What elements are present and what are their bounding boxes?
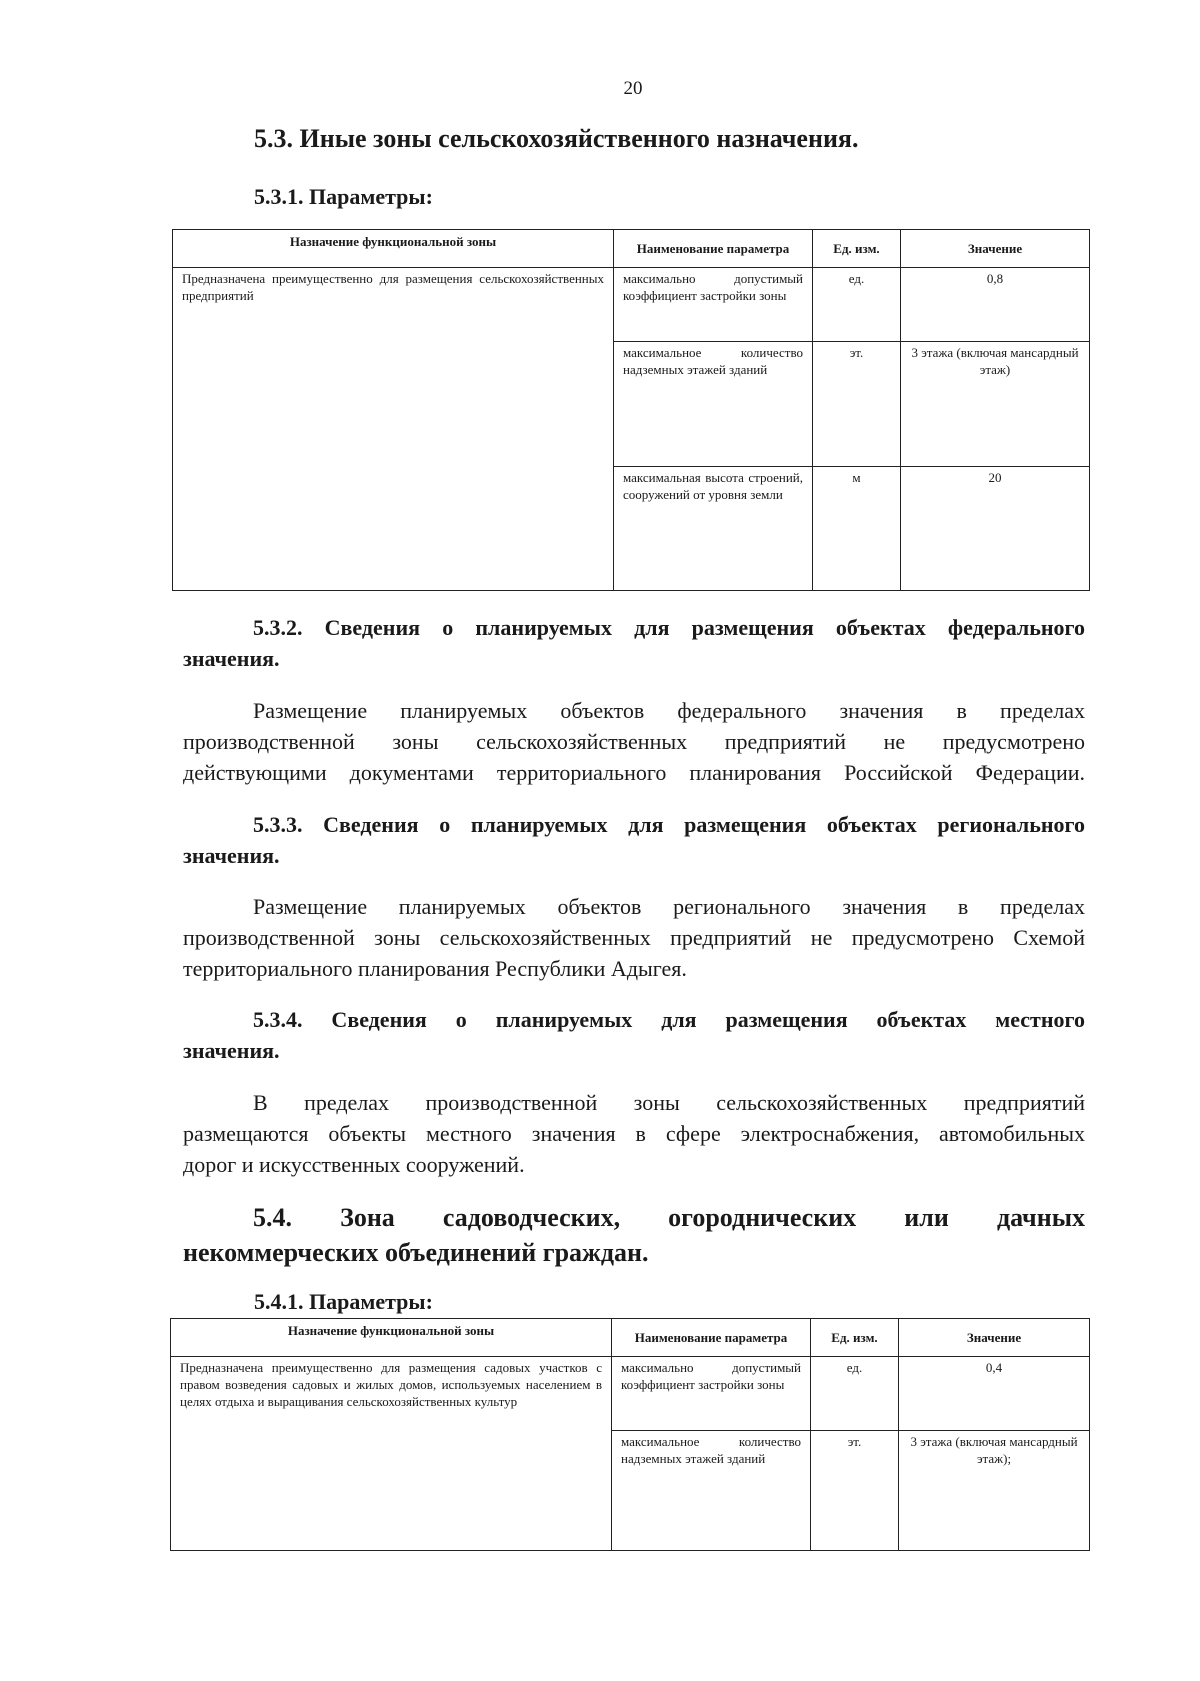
- table-row: [171, 1357, 1090, 1431]
- table-header-row: [173, 230, 1090, 268]
- text-line: территориального планирования Республики Адыгея.: [183, 956, 687, 981]
- header-value: Значение: [899, 1319, 1090, 1357]
- heading-line: значения.: [183, 1038, 280, 1063]
- heading-5-3-4: [183, 1004, 1085, 1066]
- text-line: производственной зоны сельскохозяйственных предприятий не предусмотрено: [183, 729, 1085, 754]
- param-cell: максимальное количество надземных этажей зданий: [614, 342, 813, 467]
- heading-5-3-2: [183, 612, 1085, 674]
- heading-line: 5.3.4. Сведения о планируемых для размещения объектах местного: [253, 1007, 1085, 1032]
- param-cell: максимально допустимый коэффициент застройки зоны: [614, 268, 813, 342]
- heading-line: значения.: [183, 843, 280, 868]
- value-cell: 3 этажа (включая мансардный этаж);: [899, 1431, 1090, 1551]
- header-unit: Ед. изм.: [811, 1319, 899, 1357]
- params-table-5-4-1: [170, 1318, 1090, 1551]
- param-cell: максимальная высота строений, сооружений от уровня земли: [614, 467, 813, 591]
- section-5-4-title: [183, 1200, 1085, 1270]
- heading-line: 5.4. Зона садоводческих, огороднических или дачных: [253, 1203, 1085, 1232]
- text-line: производственной зоны сельскохозяйственных предприятий не предусмотрено Схемой: [183, 925, 1085, 950]
- section-5-3-title: 5.3. Иные зоны сельскохозяйственного назначения.: [254, 124, 859, 153]
- header-parameter: Наименование параметра: [612, 1319, 811, 1357]
- value-cell: 20: [901, 467, 1090, 591]
- params-table-5-3-1: [172, 229, 1090, 591]
- heading-line: значения.: [183, 646, 280, 671]
- header-value: Значение: [901, 230, 1090, 268]
- value-cell: 0,4: [899, 1357, 1090, 1431]
- unit-cell: эт.: [811, 1431, 899, 1551]
- heading-line: 5.3.3. Сведения о планируемых для размещения объектах регионального: [253, 812, 1085, 837]
- unit-cell: м: [813, 467, 901, 591]
- param-cell: максимально допустимый коэффициент застройки зоны: [612, 1357, 811, 1431]
- unit-cell: эт.: [813, 342, 901, 467]
- params-heading-5-4-1: 5.4.1. Параметры:: [254, 1289, 433, 1314]
- text-line: размещаются объекты местного значения в сфере электроснабжения, автомобильных: [183, 1121, 1085, 1146]
- header-purpose: Назначение функциональной зоны: [171, 1319, 612, 1357]
- text-line: В пределах производственной зоны сельскохозяйственных предприятий: [253, 1090, 1085, 1115]
- param-cell: максимальное количество надземных этажей зданий: [612, 1431, 811, 1551]
- unit-cell: ед.: [813, 268, 901, 342]
- paragraph-5-3-4: [183, 1087, 1085, 1180]
- header-unit: Ед. изм.: [813, 230, 901, 268]
- paragraph-5-3-3: [183, 891, 1085, 984]
- header-purpose: Назначение функциональной зоны: [173, 230, 614, 268]
- text-line: дорог и искусственных сооружений.: [183, 1152, 525, 1177]
- value-cell: 3 этажа (включая мансардный этаж): [901, 342, 1090, 467]
- table-header-row: [171, 1319, 1090, 1357]
- table-row: [173, 268, 1090, 342]
- params-heading-5-3-1: 5.3.1. Параметры:: [254, 184, 433, 209]
- heading-line: 5.3.2. Сведения о планируемых для размещения объектах федерального: [253, 615, 1085, 640]
- unit-cell: ед.: [811, 1357, 899, 1431]
- value-cell: 0,8: [901, 268, 1090, 342]
- text-line: Размещение планируемых объектов федерального значения в пределах: [253, 698, 1085, 723]
- header-parameter: Наименование параметра: [614, 230, 813, 268]
- text-line: Размещение планируемых объектов регионального значения в пределах: [253, 894, 1085, 919]
- heading-5-3-3: [183, 809, 1085, 871]
- zone-purpose-cell: Предназначена преимущественно для размещения садовых участков с правом возведения садовых и жилых домов, используемых населением в целях отдыха и выращивания сельскохозяйственных культур: [171, 1357, 612, 1551]
- zone-purpose-cell: Предназначена преимущественно для размещения сельскохозяйственных предприятий: [173, 268, 614, 591]
- paragraph-5-3-2: [183, 695, 1085, 788]
- page-number: 20: [623, 78, 643, 99]
- text-line: действующими документами территориального планирования Российской Федерации.: [183, 760, 1085, 785]
- heading-line: некоммерческих объединений граждан.: [183, 1238, 649, 1267]
